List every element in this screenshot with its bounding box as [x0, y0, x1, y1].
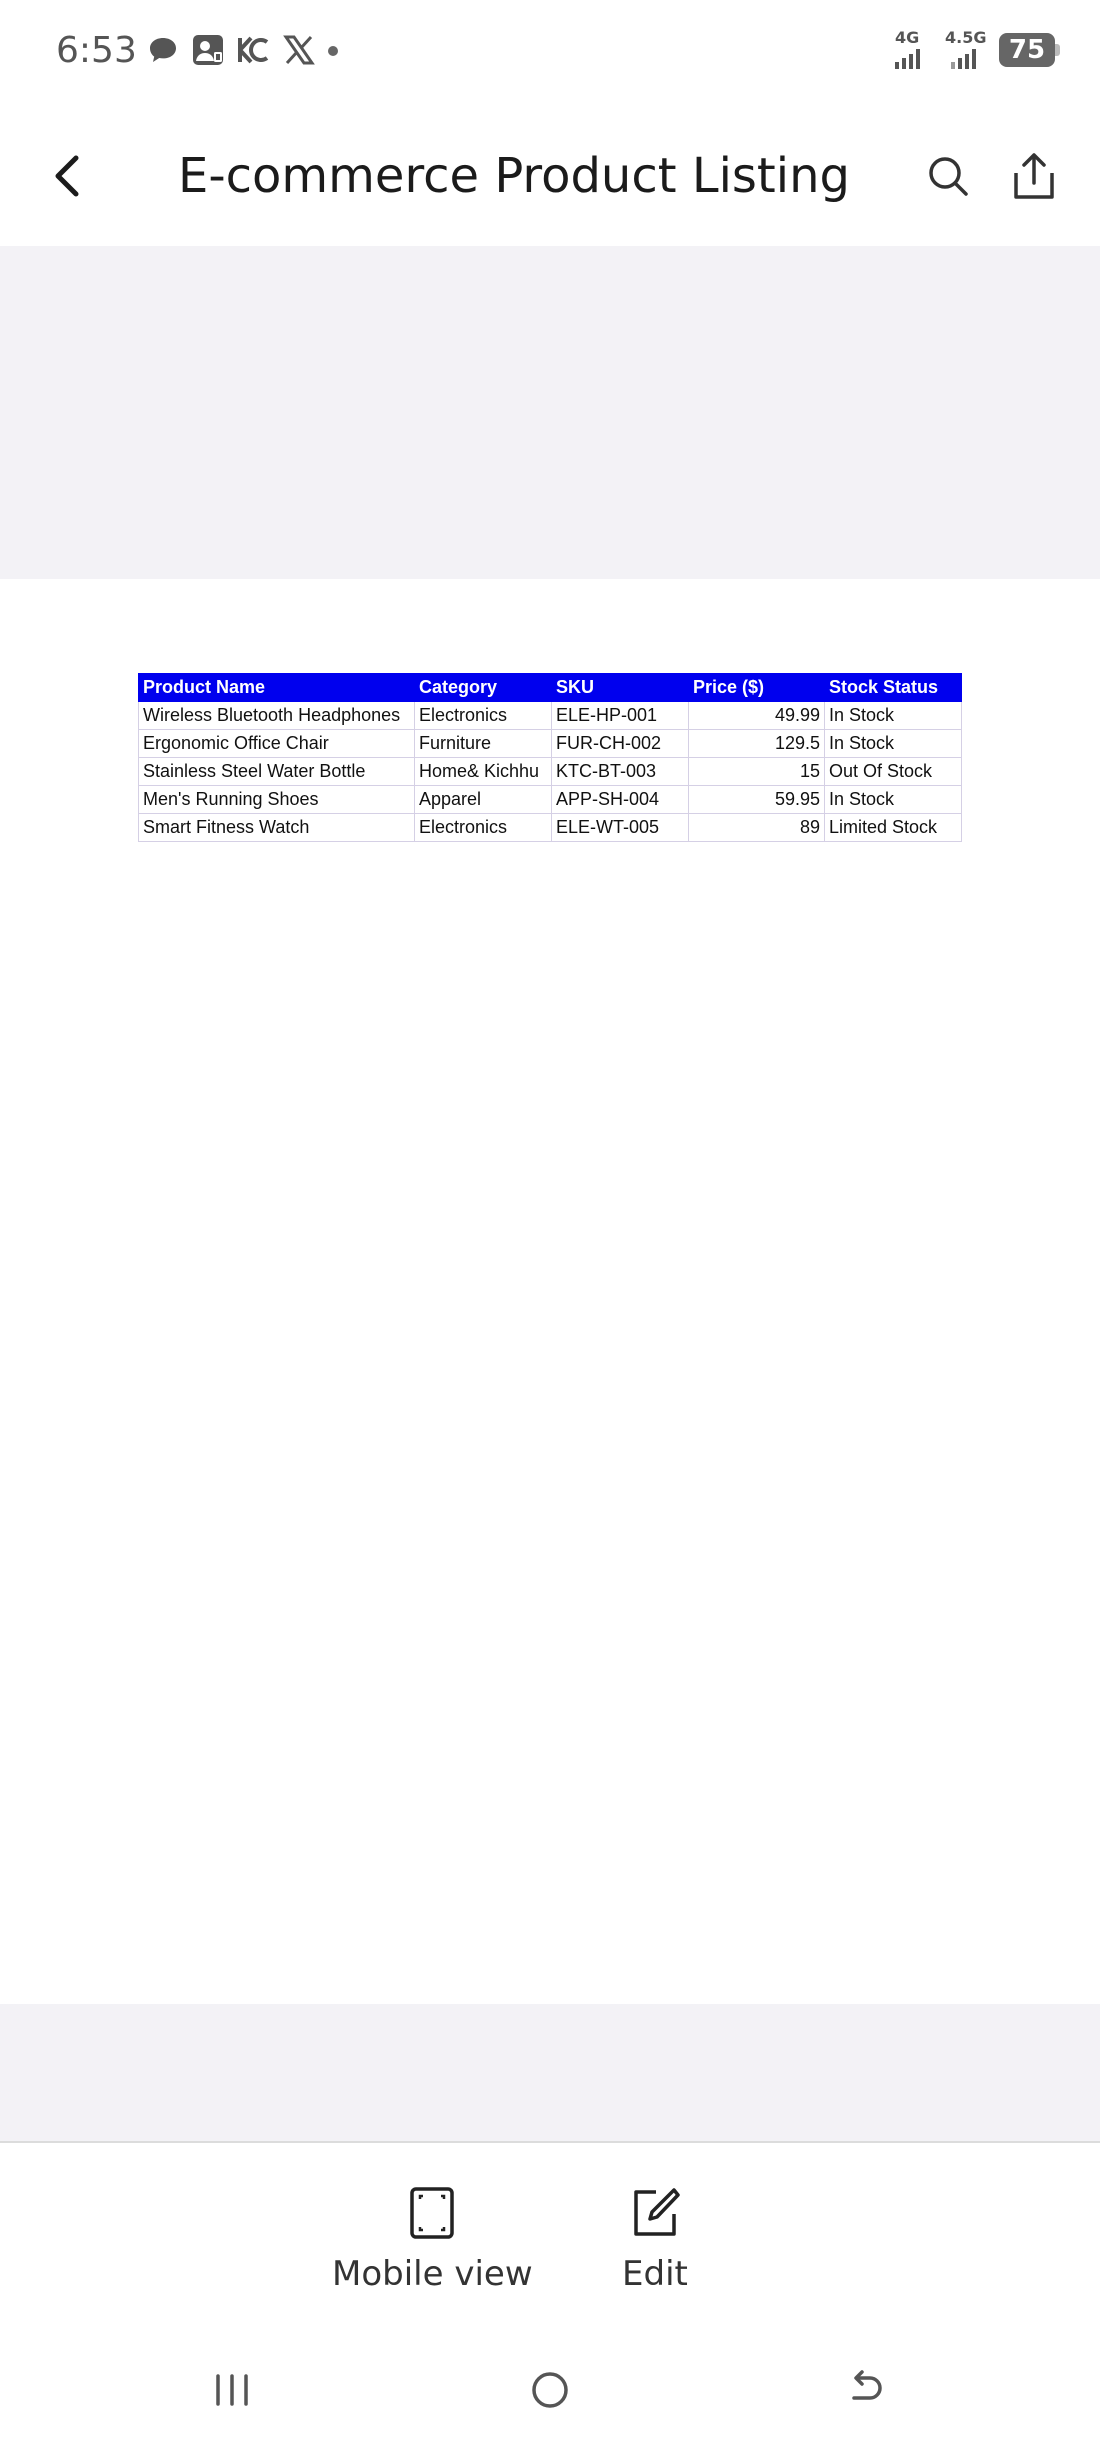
cell-stock-status: In Stock [825, 702, 962, 730]
signal-bars-icon [893, 48, 929, 70]
home-icon [528, 2368, 572, 2412]
cell-stock-status: Out Of Stock [825, 758, 962, 786]
header-category: Category [415, 674, 552, 702]
network-label-2: 4.5G [945, 28, 987, 47]
cell-sku: KTC-BT-003 [552, 758, 689, 786]
back-button[interactable] [40, 148, 96, 204]
cell-category: Electronics [415, 702, 552, 730]
status-icons-left [146, 32, 340, 73]
edit-icon [630, 2186, 680, 2240]
status-icons-right [893, 30, 1060, 70]
battery-level: 75 [999, 33, 1055, 67]
recent-apps-icon [214, 2370, 250, 2410]
back-nav-button[interactable] [836, 2360, 896, 2420]
home-button[interactable] [520, 2360, 580, 2420]
cell-stock-status: In Stock [825, 786, 962, 814]
cell-category: Electronics [415, 814, 552, 842]
signal-45g [943, 30, 985, 70]
table-header-row [139, 674, 962, 702]
app-bar [0, 120, 1100, 230]
status-time: 6:53 [56, 30, 137, 71]
cell-product-name: Wireless Bluetooth Headphones [139, 702, 415, 730]
back-chevron-icon [48, 152, 88, 200]
table-row [139, 758, 962, 786]
status-bar [0, 0, 1100, 100]
contact-card-icon [190, 32, 226, 73]
divider [0, 2141, 1100, 2143]
cell-stock-status: Limited Stock [825, 814, 962, 842]
mobile-view-icon [409, 2186, 455, 2240]
chat-bubble-icon [146, 33, 180, 72]
cell-sku: ELE-HP-001 [552, 702, 689, 730]
cell-sku: ELE-WT-005 [552, 814, 689, 842]
share-button[interactable] [1006, 146, 1062, 206]
edit-button[interactable] [622, 2186, 688, 2294]
signal-bars-icon [943, 48, 983, 70]
cell-price: 89 [689, 814, 825, 842]
cell-product-name: Ergonomic Office Chair [139, 730, 415, 758]
cell-price: 15 [689, 758, 825, 786]
table-row [139, 730, 962, 758]
battery-indicator [999, 33, 1060, 67]
cell-category: Furniture [415, 730, 552, 758]
mobile-view-label: Mobile view [332, 2254, 533, 2294]
cell-product-name: Men's Running Shoes [139, 786, 415, 814]
share-icon [1011, 151, 1057, 201]
cell-price: 59.95 [689, 786, 825, 814]
recent-apps-button[interactable] [202, 2360, 262, 2420]
mobile-view-button[interactable] [332, 2186, 533, 2294]
preview-footer-band [0, 2004, 1100, 2142]
search-button[interactable] [920, 148, 976, 204]
table-row [139, 814, 962, 842]
cell-category: Home& Kichhu [415, 758, 552, 786]
header-product-name: Product Name [139, 674, 415, 702]
cell-product-name: Stainless Steel Water Bottle [139, 758, 415, 786]
battery-tip [1055, 44, 1060, 56]
table-row [139, 786, 962, 814]
cell-product-name: Smart Fitness Watch [139, 814, 415, 842]
back-icon [844, 2368, 888, 2412]
signal-4g [893, 30, 929, 70]
search-icon [924, 152, 972, 200]
cell-sku: FUR-CH-002 [552, 730, 689, 758]
edit-label: Edit [622, 2254, 688, 2294]
cell-sku: APP-SH-004 [552, 786, 689, 814]
cell-stock-status: In Stock [825, 730, 962, 758]
dot-icon [326, 33, 340, 72]
product-table [138, 673, 962, 842]
kc-app-icon [236, 33, 272, 72]
cell-price: 49.99 [689, 702, 825, 730]
x-logo-icon [282, 33, 316, 72]
system-nav-bar [0, 2350, 1100, 2430]
table-row [139, 702, 962, 730]
network-label-1: 4G [895, 28, 920, 47]
header-price: Price ($) [689, 674, 825, 702]
header-sku: SKU [552, 674, 689, 702]
page-title: E-commerce Product Listing [178, 148, 850, 204]
cell-price: 129.5 [689, 730, 825, 758]
preview-header-band [0, 246, 1100, 579]
cell-category: Apparel [415, 786, 552, 814]
header-stock-status: Stock Status [825, 674, 962, 702]
